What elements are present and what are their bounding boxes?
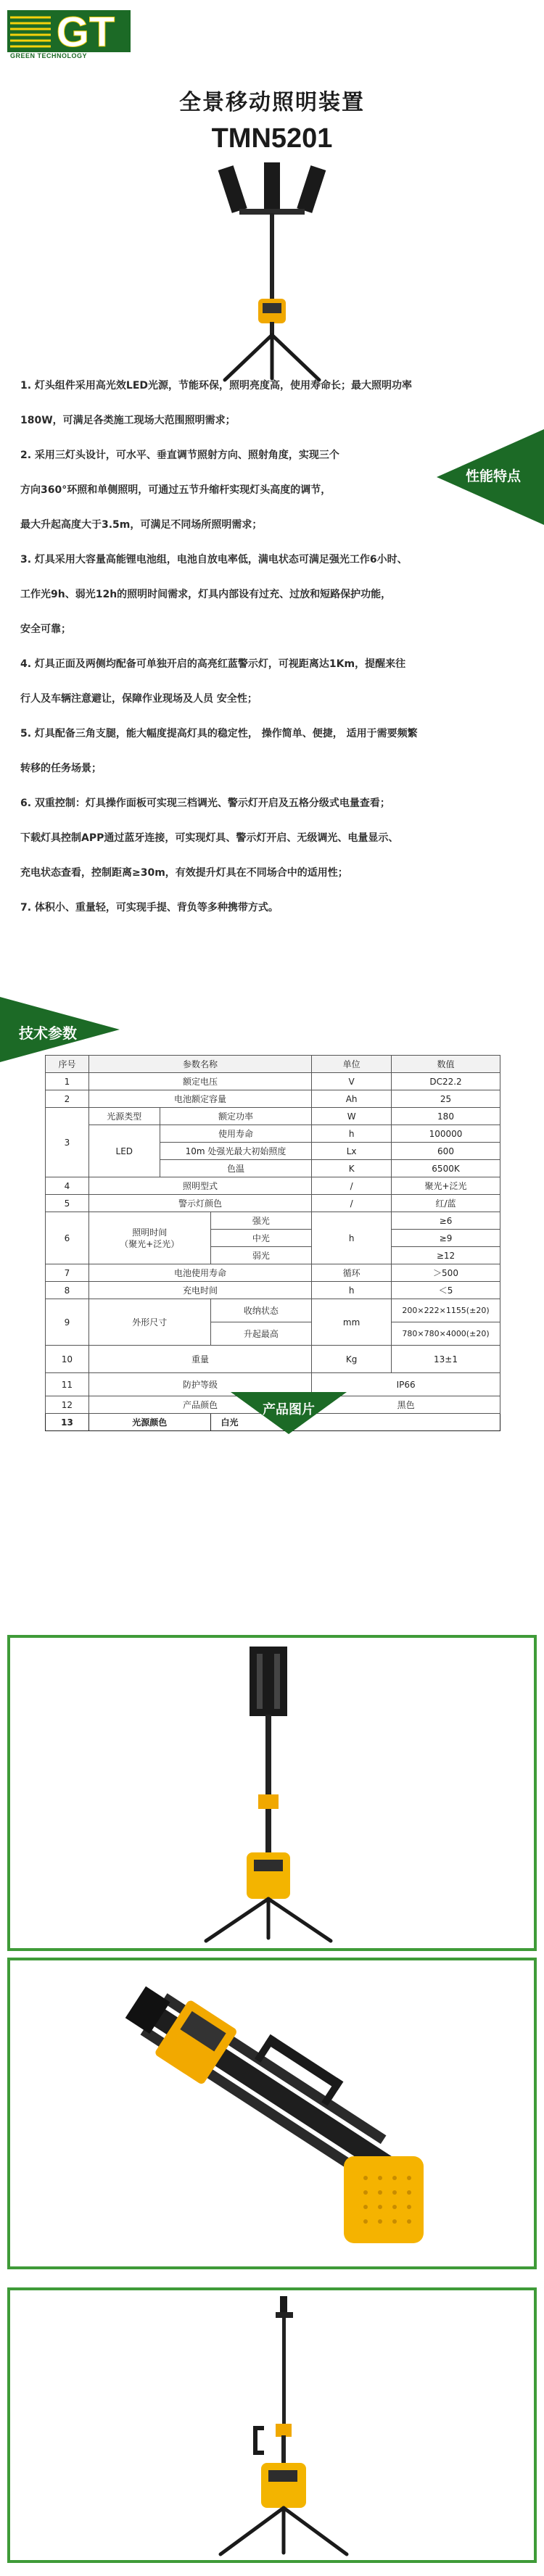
logo-text: GT (56, 10, 115, 52)
feature-line: 3. 灯具采用大容量高能锂电池组，电池自放电率低，满电状态可满足强光工作6小时、 (20, 554, 408, 566)
table-cell: 弱光 (210, 1247, 312, 1264)
table-cell: K (312, 1160, 392, 1177)
table-cell: 13 (46, 1414, 89, 1431)
product-photo-collapsed (7, 1958, 537, 2269)
table-row (46, 1346, 500, 1373)
feature-line: 方向360°环照和单侧照明，可通过五节升缩杆实现灯头高度的调节， (20, 484, 331, 496)
table-cell: 6 (46, 1212, 89, 1264)
feature-line: 7. 体积小、重量轻，可实现手提、背负等多种携带方式。 (20, 902, 279, 914)
table-row (46, 1108, 500, 1125)
table-cell: 200×222×1155(±20) (392, 1299, 500, 1322)
table-cell: 电池使用寿命 (88, 1264, 311, 1282)
header-no: 序号 (46, 1056, 89, 1073)
brand-logo (7, 10, 131, 62)
table-cell: 780×780×4000(±20) (392, 1322, 500, 1346)
photos-tag-label: 产品图片 (263, 1402, 315, 1417)
feature-line: 4. 灯具正面及两侧均配备可单独开启的高亮红蓝警示灯，可视距离达1Km，提醒来往 (20, 658, 406, 670)
feature-line: 安全可靠； (20, 624, 71, 635)
table-row (46, 1125, 500, 1143)
logo-subtext: GREEN TECHNOLOGY (10, 52, 88, 59)
table-cell: 8 (46, 1282, 89, 1299)
table-cell: LED (88, 1125, 160, 1177)
table-cell: 7 (46, 1264, 89, 1282)
table-cell: ＞500 (392, 1264, 500, 1282)
specs-tag-label: 技术参数 (19, 1024, 77, 1042)
model-number: TMN5201 (211, 123, 333, 154)
table-cell: / (312, 1195, 392, 1212)
header-value: 数值 (392, 1056, 500, 1073)
table-cell: 聚光+泛光 (392, 1177, 500, 1195)
feature-line: 2. 采用三灯头设计，可水平、垂直调节照射方向、照射角度，实现三个 (20, 450, 339, 461)
table-row (46, 1212, 500, 1230)
table-cell: 180 (392, 1108, 500, 1125)
table-cell: Kg (312, 1346, 392, 1373)
table-cell: 3 (46, 1108, 89, 1177)
feature-line: 转移的任务场景； (20, 763, 102, 774)
table-cell: 600 (392, 1143, 500, 1160)
table-cell: 25 (392, 1090, 500, 1108)
table-cell: 产品颜色 (88, 1396, 311, 1414)
header-unit: 单位 (312, 1056, 392, 1073)
table-cell: 黑色 (312, 1396, 500, 1414)
table-cell: 中光 (210, 1230, 312, 1247)
table-cell: 使用寿命 (160, 1125, 312, 1143)
table-cell: h (312, 1282, 392, 1299)
table-cell: 100000 (392, 1125, 500, 1143)
table-row (46, 1264, 500, 1282)
spec-table (45, 1055, 500, 1431)
table-row (46, 1177, 500, 1195)
feature-line: 下载灯具控制APP通过蓝牙连接，可实现灯具、警示灯开启、无级调光、电量显示、 (20, 832, 399, 844)
table-cell: 循环 (312, 1264, 392, 1282)
table-cell: Ah (312, 1090, 392, 1108)
table-cell: IP66 (312, 1373, 500, 1396)
table-cell: 10m 处强光最大初始照度 (160, 1143, 312, 1160)
gt-logo-mark (7, 10, 131, 52)
table-cell: 12 (46, 1396, 89, 1414)
feature-line: 工作光9h、弱光12h的照明时间需求，灯具内部设有过充、过放和短路保护功能， (20, 589, 392, 600)
table-cell: 光源颜色 (88, 1414, 210, 1431)
table-cell: ≥12 (392, 1247, 500, 1264)
table-cell: 9 (46, 1299, 89, 1346)
feature-line: 最大升起高度大于3.5m，可满足不同场所照明需求； (20, 519, 263, 531)
table-row (46, 1195, 500, 1212)
table-cell: 5 (46, 1195, 89, 1212)
table-cell: 白光 (210, 1414, 500, 1431)
table-cell: 色温 (160, 1160, 312, 1177)
table-cell: ＜5 (392, 1282, 500, 1299)
table-cell: Lx (312, 1143, 392, 1160)
table-cell: DC22.2 (392, 1073, 500, 1090)
table-header-row (46, 1056, 500, 1073)
table-row (46, 1282, 500, 1299)
header-param: 参数名称 (88, 1056, 311, 1073)
table-row (46, 1073, 500, 1090)
table-cell: 重量 (88, 1346, 311, 1373)
product-photo-raised (7, 2287, 537, 2563)
table-cell: 额定电压 (88, 1073, 311, 1090)
photos-tag (231, 1392, 347, 1434)
feature-line: 180W，可满足各类施工现场大范围照明需求； (20, 415, 236, 426)
feature-line: 5. 灯具配备三角支腿，能大幅度提高灯具的稳定性， 操作简单、便捷， 适用于需要频繁 (20, 728, 418, 740)
table-cell: 6500K (392, 1160, 500, 1177)
table-cell: / (312, 1177, 392, 1195)
table-cell: mm (312, 1299, 392, 1346)
table-cell: 10 (46, 1346, 89, 1373)
table-cell: 额定功率 (160, 1108, 312, 1125)
hero-product-image (210, 161, 334, 386)
table-cell: 13±1 (392, 1346, 500, 1373)
feature-line: 充电状态查看，控制距离≥30m，有效提升灯具在不同场合中的适用性； (20, 867, 348, 879)
table-cell: 照明型式 (88, 1177, 311, 1195)
table-cell: ≥9 (392, 1230, 500, 1247)
feature-line: 6. 双重控制：灯具操作面板可实现三档调光、警示灯开启及五格分级式电量查看； (20, 798, 390, 809)
table-cell: 红/蓝 (392, 1195, 500, 1212)
table-cell: 1 (46, 1073, 89, 1090)
table-row (46, 1090, 500, 1108)
table-cell: V (312, 1073, 392, 1090)
page-title: 全景移动照明装置 (179, 90, 365, 115)
table-cell: 收纳状态 (210, 1299, 312, 1322)
features-tag-label: 性能特点 (466, 468, 522, 484)
feature-line: 1. 灯头组件采用高光效LED光源，节能环保，照明亮度高，使用寿命长；最大照明功率 (20, 380, 413, 392)
table-cell: 光源类型 (88, 1108, 160, 1125)
specs-tag (0, 997, 120, 1062)
table-cell: 升起最高 (210, 1322, 312, 1346)
features-list (20, 378, 499, 935)
table-cell: 照明时间 （聚光+泛光） (88, 1212, 210, 1264)
table-cell: 外形尺寸 (88, 1299, 210, 1346)
table-cell: h (312, 1125, 392, 1143)
table-cell: 2 (46, 1090, 89, 1108)
table-cell: W (312, 1108, 392, 1125)
table-cell: 警示灯颜色 (88, 1195, 311, 1212)
product-photo-standing (7, 1635, 537, 1951)
table-cell: 强光 (210, 1212, 312, 1230)
table-cell: 4 (46, 1177, 89, 1195)
table-cell: 防护等级 (88, 1373, 311, 1396)
table-cell: 11 (46, 1373, 89, 1396)
table-cell: h (312, 1212, 392, 1264)
table-cell: ≥6 (392, 1212, 500, 1230)
table-row (46, 1299, 500, 1322)
table-cell: 充电时间 (88, 1282, 311, 1299)
feature-line: 行人及车辆注意避让，保障作业现场及人员 安全性； (20, 693, 257, 705)
table-cell: 电池额定容量 (88, 1090, 311, 1108)
